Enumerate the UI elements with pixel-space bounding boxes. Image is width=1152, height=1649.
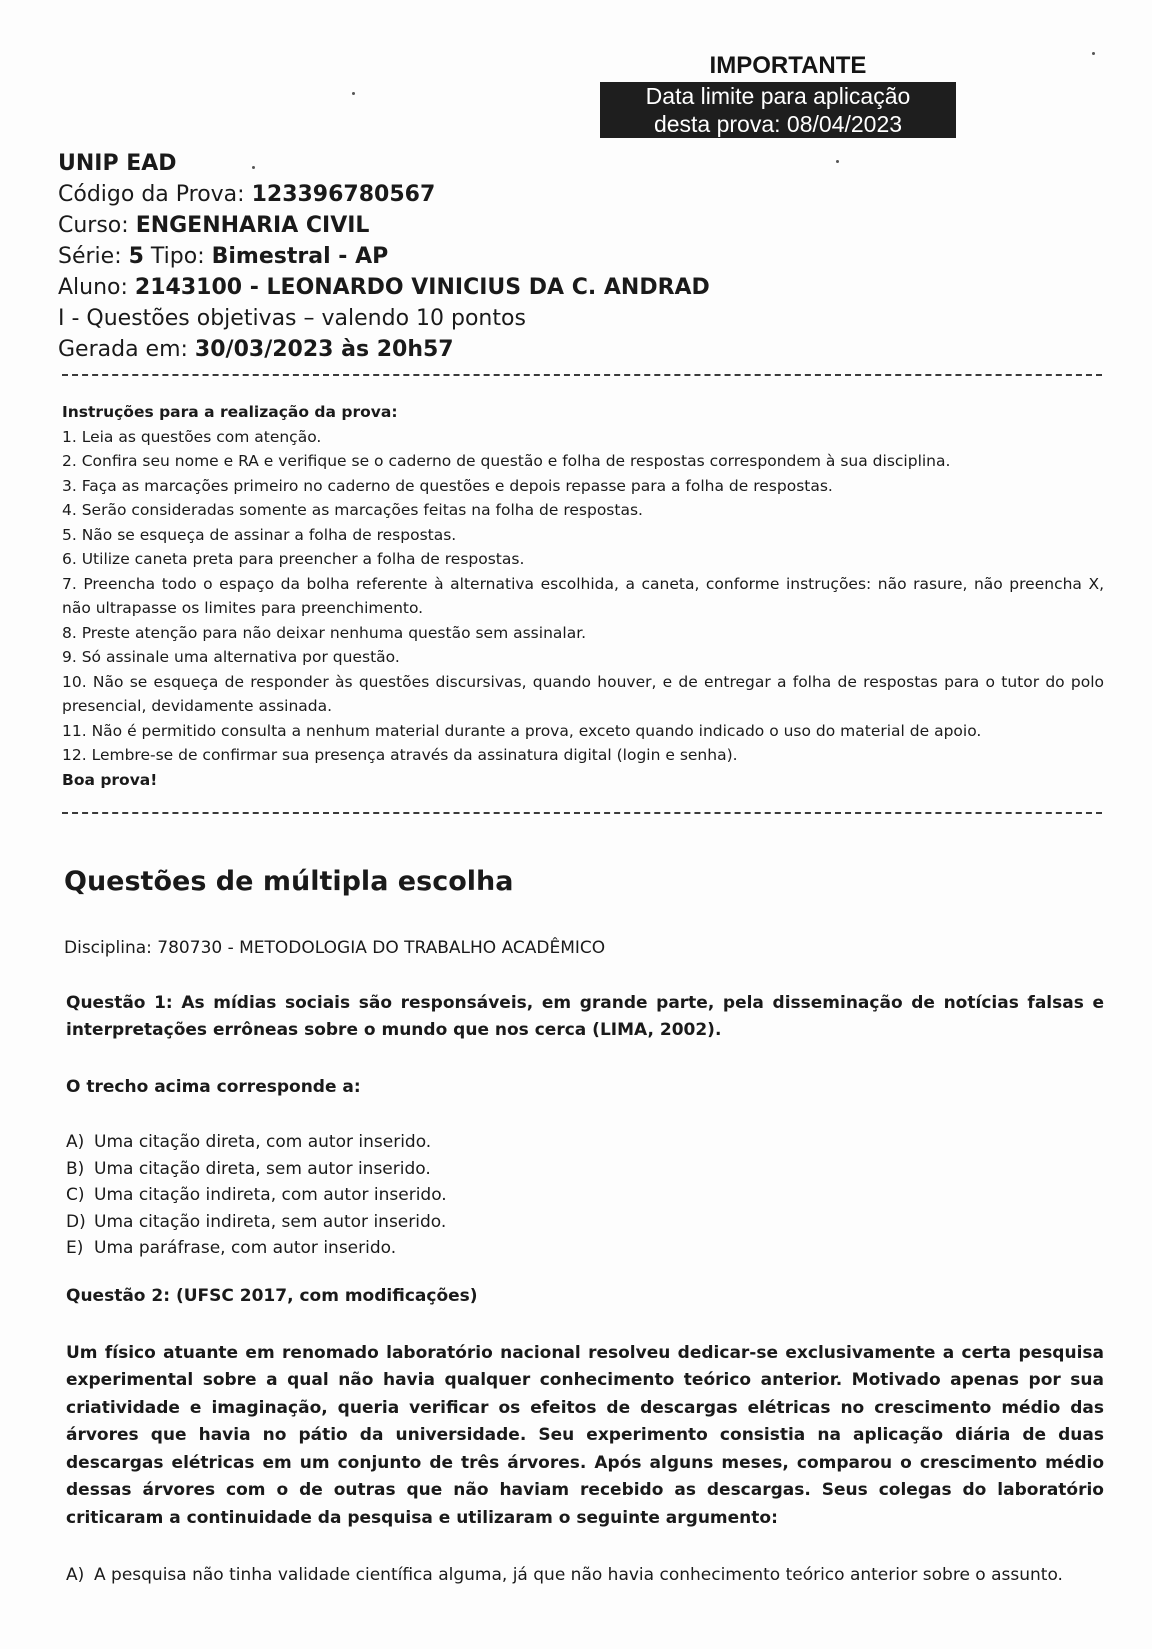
question-1-options	[66, 1129, 1104, 1262]
option-a: A) Uma citação direta, com autor inserido.	[66, 1132, 432, 1152]
deadline-banner	[600, 82, 956, 138]
discipline: Disciplina: 780730 - METODOLOGIA DO TRABALHO ACADÊMICO	[64, 938, 606, 958]
instruction-item: 9. Só assinale uma alternativa por questão.	[62, 648, 400, 666]
generated-date: Gerada em: 30/03/2023 às 20h57	[58, 337, 454, 362]
question-1-prompt: O trecho acima corresponde a:	[66, 1077, 361, 1097]
scan-speck	[1092, 52, 1095, 55]
instruction-item: 3. Faça as marcações primeiro no caderno de questões e depois repasse para a folha de respostas.	[62, 476, 833, 495]
option-d: D) Uma citação indireta, sem autor inserido.	[66, 1211, 447, 1232]
question-1	[66, 990, 1104, 1262]
option-c: C) Uma citação indireta, com autor inserido.	[66, 1185, 447, 1205]
dashed-divider	[62, 374, 1102, 376]
section-info: I - Questões objetivas – valendo 10 pontos	[58, 306, 526, 331]
instructions	[62, 400, 1104, 792]
option-e: E) Uma paráfrase, com autor inserido.	[66, 1238, 397, 1258]
course: Curso: ENGENHARIA CIVIL	[58, 213, 370, 238]
section-title: Questões de múltipla escolha	[64, 866, 514, 897]
instruction-item: 6. Utilize caneta preta para preencher a folha de respostas.	[62, 550, 525, 568]
student: Aluno: 2143100 - LEONARDO VINICIUS DA C. ANDRAD	[58, 275, 710, 300]
instruction-item: 4. Serão consideradas somente as marcações feitas na folha de respostas.	[62, 501, 643, 519]
question-2-option-a: A) A pesquisa não tinha validade científica alguma, já que não havia conhecimento teórico anterior sobre o assunto.	[66, 1565, 1063, 1585]
instruction-item: 10. Não se esqueça de responder às questões discursivas, quando houver, e de entregar a folha de respostas para o tutor do polo presencial, devidamente assinada.	[62, 672, 1104, 715]
instruction-item: 2. Confira seu nome e RA e verifique se o caderno de questão e folha de respostas correspondem à sua disciplina.	[62, 452, 951, 470]
exam-header	[58, 148, 710, 365]
instruction-item: 7. Preencha todo o espaço da bolha referente à alternativa escolhida, a caneta, conforme instruções: não rasure, não preencha X, não ultrapasse os limites para preenchimento.	[62, 574, 1104, 617]
scan-speck	[836, 160, 839, 163]
question-1-statement: Questão 1: As mídias sociais são responsáveis, em grande parte, pela disseminação de notícias falsas e interpretações errôneas sobre o mundo que nos cerca (LIMA, 2002).	[66, 993, 1104, 1040]
option-b: B) Uma citação direta, sem autor inserido.	[66, 1158, 431, 1179]
instructions-title: Instruções para a realização da prova:	[62, 403, 398, 421]
question-2	[66, 1283, 1104, 1590]
exam-code: Código da Prova: 123396780567	[58, 182, 436, 207]
instruction-item: 12. Lembre-se de confirmar sua presença através da assinatura digital (login e senha).	[62, 746, 738, 764]
instruction-item: 1. Leia as questões com atenção.	[62, 427, 322, 446]
series-type: Série: 5 Tipo: Bimestral - AP	[58, 244, 389, 269]
important-notice	[600, 52, 956, 138]
instruction-item: 11. Não é permitido consulta a nenhum material durante a prova, exceto quando indicado o uso do material de apoio.	[62, 721, 982, 740]
deadline-line-2: desta prova: 08/04/2023	[653, 111, 903, 137]
instruction-item: 5. Não se esqueça de assinar a folha de respostas.	[62, 525, 457, 544]
instructions-closing: Boa prova!	[62, 770, 158, 789]
question-2-heading: Questão 2: (UFSC 2017, com modificações)	[66, 1286, 478, 1306]
question-2-body: Um físico atuante em renomado laboratório nacional resolveu dedicar-se exclusivamente a certa pesquisa experimental sobre a qual não havia qualquer conhecimento teórico anterior. Motivado apenas por sua criatividade e imaginação, queria verificar os efeitos de descargas elétricas no crescimento médio das árvores que havia no pátio da universidade. Seu experimento consistia na aplicação diária de duas descargas elétricas em um conjunto de três árvores. Após alguns meses, comparou o crescimento médio dessas árvores com o de outras que não haviam recebido as descargas. Seus colegas do laboratório criticaram a continuidade da pesquisa e utilizaram o seguinte argumento:	[66, 1342, 1104, 1528]
dashed-divider	[62, 812, 1102, 814]
deadline-line-1: Data limite para aplicação	[645, 83, 911, 109]
important-title: IMPORTANTE	[709, 52, 867, 79]
institution: UNIP EAD	[58, 151, 177, 176]
scan-speck	[352, 92, 355, 95]
instruction-item: 8. Preste atenção para não deixar nenhuma questão sem assinalar.	[62, 623, 587, 642]
